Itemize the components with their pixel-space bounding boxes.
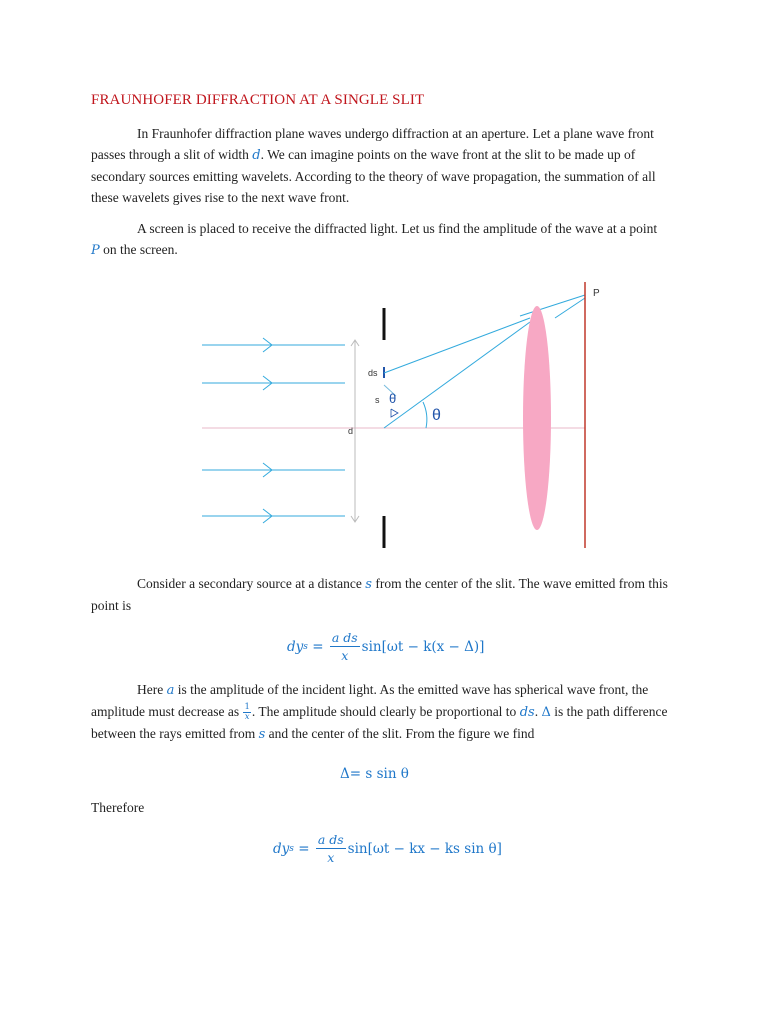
section-heading: FRAUNHOFER DIFFRACTION AT A SINGLE SLIT xyxy=(91,92,425,108)
eq1-fraction xyxy=(330,630,360,663)
eq3-lhs: dy xyxy=(273,840,290,857)
var-a: a xyxy=(166,683,175,698)
label-s: s xyxy=(375,395,380,405)
var-d: d xyxy=(252,148,261,163)
para4-text-5: is the path difference between the rays emitted from xyxy=(91,704,668,741)
para4-text-1: Here xyxy=(137,682,167,697)
diffracted-rays xyxy=(384,295,585,428)
diffracted-ray-lower xyxy=(384,322,530,428)
para1-text-1: In Fraunhofer diffraction plane waves undergo diffraction at an aperture. Let a plane wave front passes through a slit of width xyxy=(91,126,654,162)
para1-text-2: . We can imagine points on the wave front at the slit to be made up of secondary sources emitting wavelets. According to the theory of wave propagation, the summation of all these wavelets gives rise to the next wave front. xyxy=(91,147,656,205)
label-ds: ds xyxy=(368,368,378,378)
eq3-num: a ds xyxy=(317,832,344,847)
eq3-rhs: sin[ωt − kx − ks sin θ] xyxy=(347,840,502,857)
therefore-text: Therefore xyxy=(91,800,145,815)
var-delta: Δ xyxy=(541,705,551,720)
eq3-equals: = xyxy=(293,840,314,857)
label-d: d xyxy=(348,426,354,436)
para4-frac-num: 1 xyxy=(244,702,250,713)
var-s-2: s xyxy=(258,727,266,742)
eq1-num: a ds xyxy=(331,630,358,645)
eq1-rhs: sin[ωt − k(x − Δ)] xyxy=(361,638,485,655)
paragraph-screen xyxy=(91,218,669,261)
para4-text-4: . xyxy=(534,704,542,719)
eq1-lhs: dy xyxy=(287,638,304,655)
eq3-fraction xyxy=(316,832,346,865)
eq1-den: x xyxy=(341,648,349,663)
equation-1 xyxy=(287,630,484,663)
para2-text-2: on the screen. xyxy=(99,242,178,257)
var-P: P xyxy=(91,243,100,258)
eq2-text: Δ= s sin θ xyxy=(340,766,409,782)
para2-text-1: A screen is placed to receive the diffracted light. Let us find the amplitude of the wave at a point xyxy=(137,221,658,236)
var-ds: ds xyxy=(519,705,535,720)
label-P: P xyxy=(593,288,600,299)
var-s: s xyxy=(365,577,372,592)
converging-ray-1 xyxy=(520,295,585,316)
para4-text-2: is the amplitude of the incident light. As the emitted wave has spherical wave front, the amplitude must decrease as xyxy=(91,682,649,719)
incident-rays xyxy=(202,338,345,523)
eq1-equals: = xyxy=(307,638,328,655)
para4-text-6: and the center of the slit. From the figure we find xyxy=(265,726,535,741)
diffracted-ray-upper xyxy=(384,318,530,373)
label-theta-large: θ xyxy=(432,407,441,424)
eq3-lhs-sub: s xyxy=(289,843,294,854)
small-wedge-icon xyxy=(391,409,398,417)
convex-lens xyxy=(523,306,551,530)
paragraph-amplitude xyxy=(91,679,669,745)
para3-text-2: from the center of the slit. The wave emitted from this point is xyxy=(91,576,668,613)
eq1-lhs-sub: s xyxy=(303,641,308,652)
angle-arc-large xyxy=(423,402,427,428)
para4-text-3: . The amplitude should clearly be proportional to xyxy=(251,704,520,719)
equation-3 xyxy=(273,832,502,865)
eq3-den: x xyxy=(327,850,335,865)
equation-2 xyxy=(340,766,409,782)
para4-frac-den: x xyxy=(244,712,250,723)
inverse-x-fraction xyxy=(243,703,250,722)
converging-ray-2 xyxy=(555,298,585,318)
paragraph-intro xyxy=(91,123,669,208)
paragraph-secondary-source xyxy=(91,573,669,616)
label-theta-small: θ xyxy=(389,391,397,406)
diffraction-figure xyxy=(190,276,630,556)
para3-text-1: Consider a secondary source at a distance xyxy=(137,576,366,591)
